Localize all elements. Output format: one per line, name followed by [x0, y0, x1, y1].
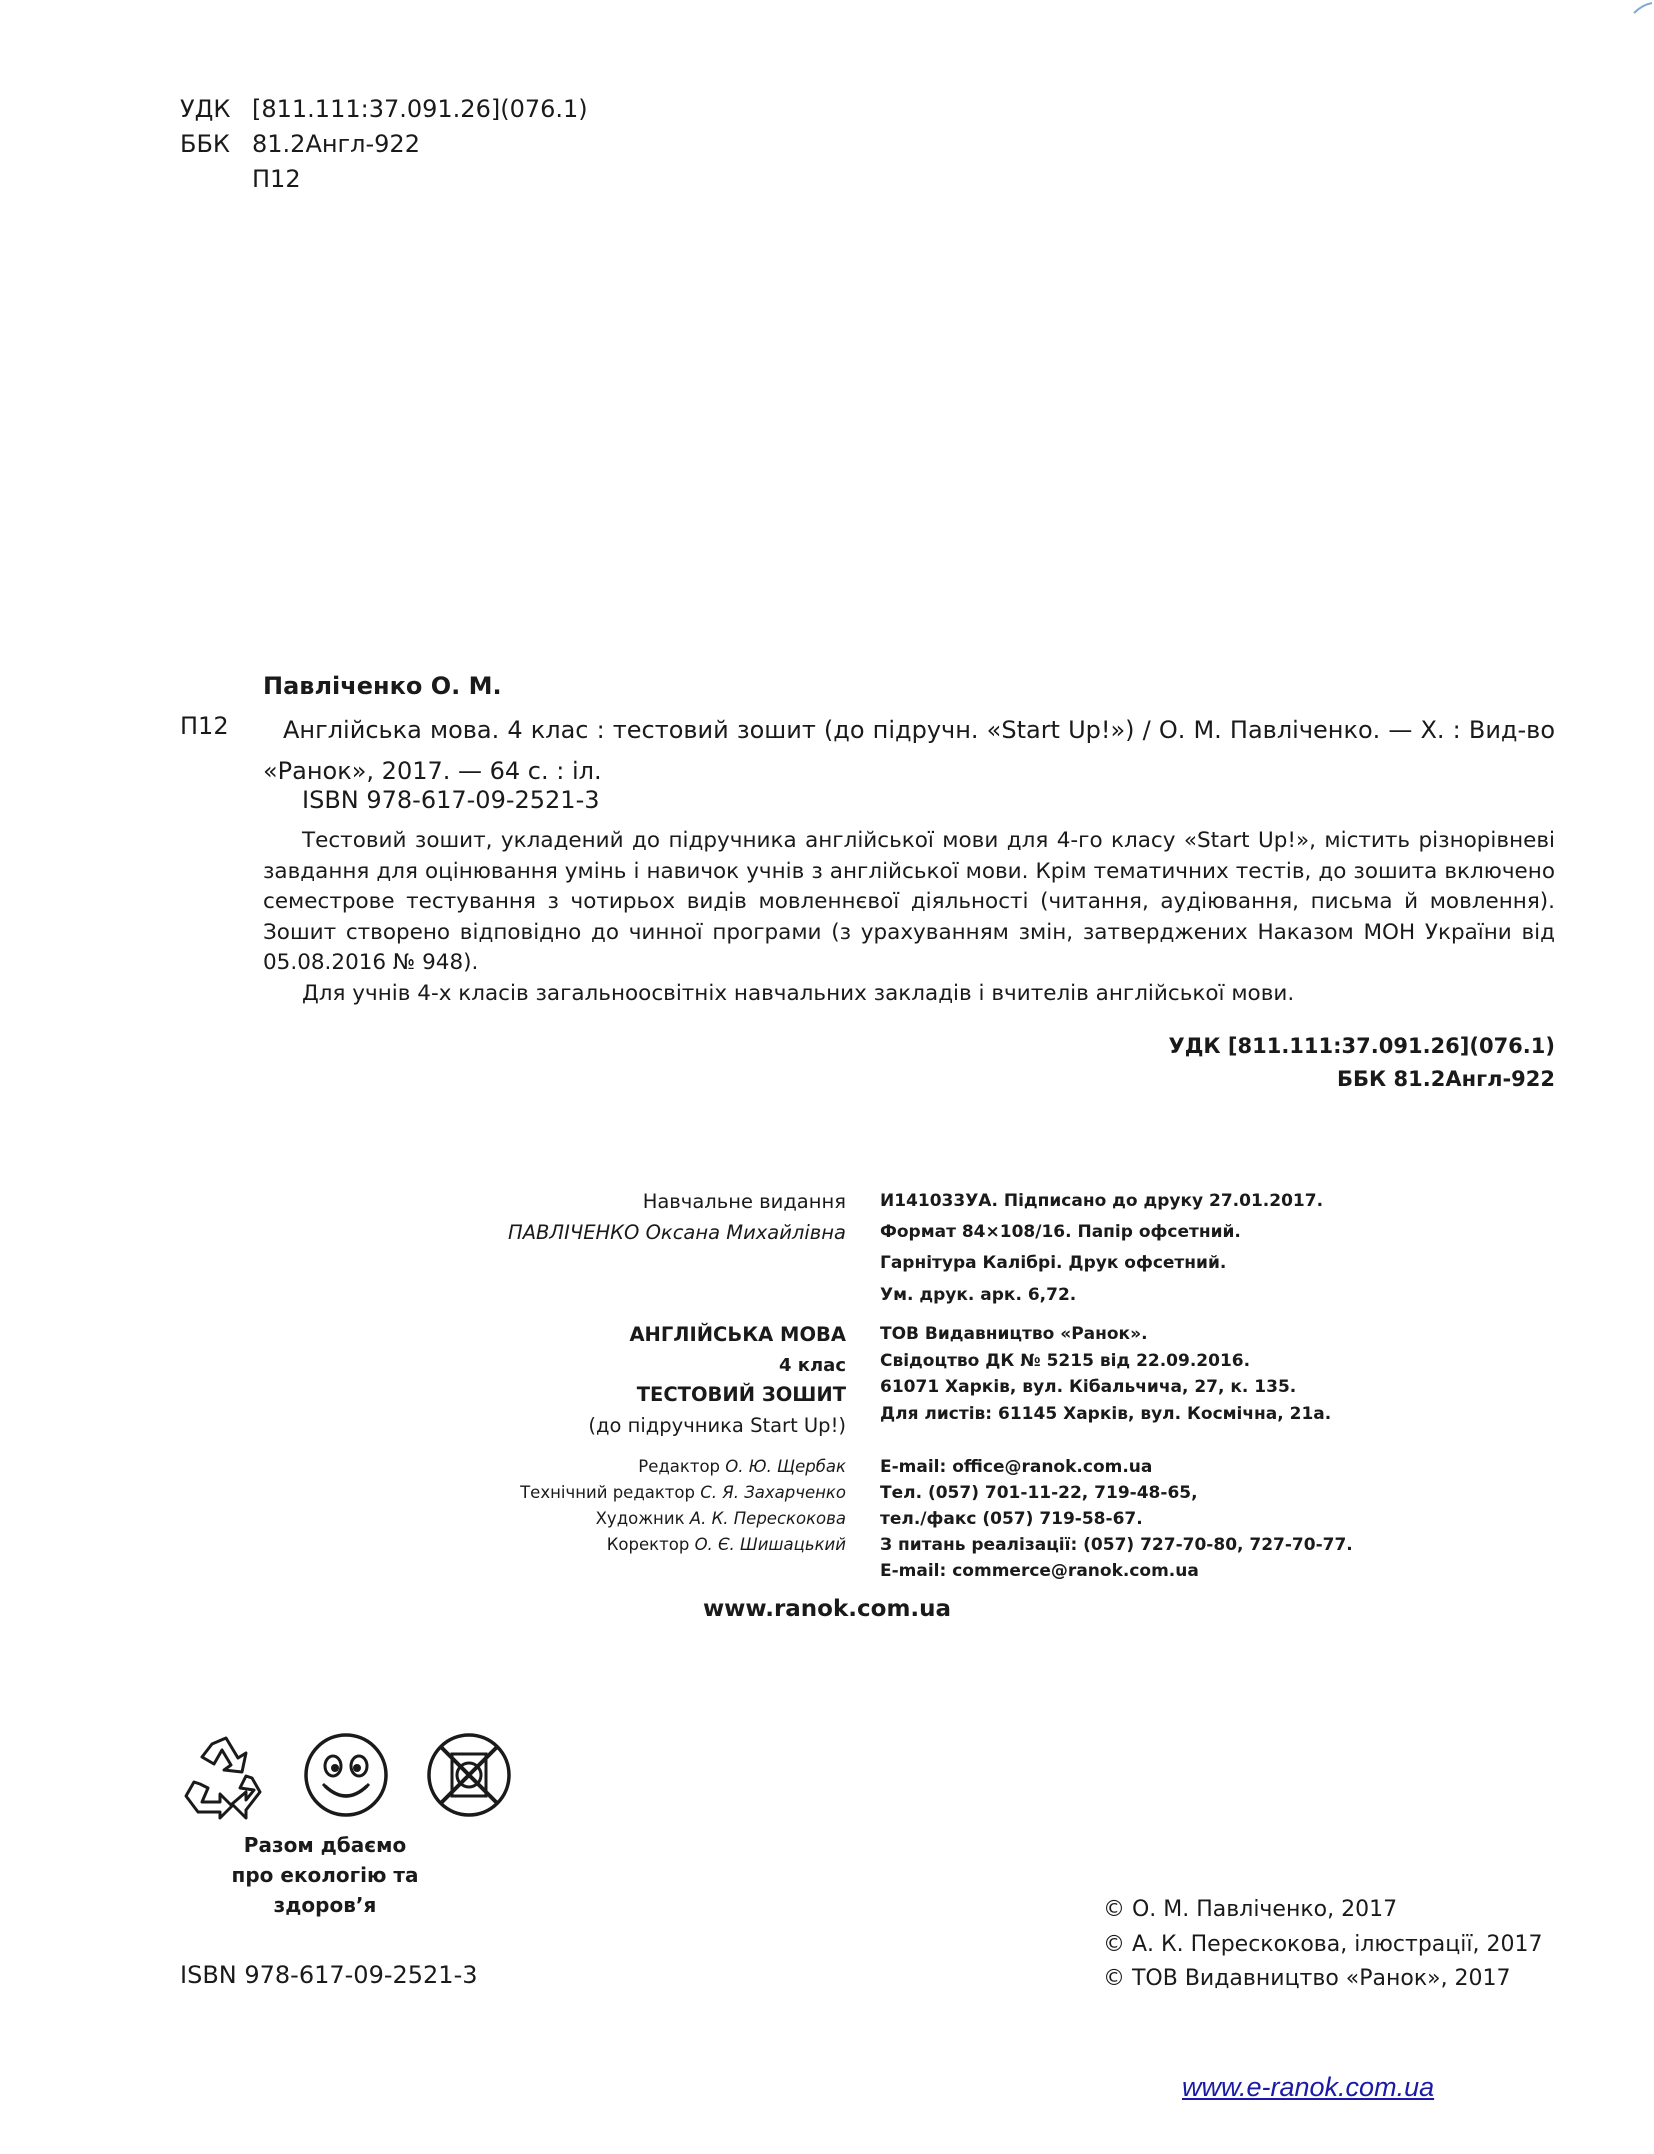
- staff-artist: [596, 1509, 846, 1528]
- staff-role: Художник: [595, 1509, 685, 1528]
- staff-proofreader: [607, 1535, 846, 1554]
- print-info-line: Ум. друк. арк. 6,72.: [880, 1285, 1077, 1305]
- bottom-isbn: ISBN 978-617-09-2521-3: [180, 1961, 478, 1989]
- card-udk: УДК [811.111:37.091.26](076.1): [1168, 1034, 1555, 1058]
- staff-role: Технічний редактор: [520, 1483, 695, 1502]
- bbk-label: ББК: [180, 130, 230, 158]
- book-type: ТЕСТОВИЙ ЗОШИТ: [636, 1383, 846, 1406]
- no-harm-icon: [424, 1730, 514, 1820]
- abstract-text: Тестовий зошит, укладений до підручника англійської мови для 4-го класу «Start Up!», містить різнорівневі завдання для оцінювання умінь і навичок учнів з англійської мови. Крім тематичних тестів, до зошита включено семестрове тестування з чотирьох видів мовленнєвої діяльності (читання, аудіювання, письма й мовлення). Зошит створено відповідно до чинної програми (з урахуванням змін, затверджених Наказом МОН України від 05.08.2016 № 948).: [263, 828, 1555, 975]
- publisher-line: Свідоцтво ДК № 5215 від 22.09.2016.: [880, 1351, 1251, 1371]
- publisher-line: ТОВ Видавництво «Ранок».: [880, 1324, 1148, 1344]
- contact-line: тел./факс (057) 719-58-67.: [880, 1509, 1143, 1529]
- publisher-website: www.ranok.com.ua: [702, 1596, 952, 1622]
- card-code: П12: [180, 712, 229, 740]
- contact-line: E-mail: office@ranok.com.ua: [880, 1457, 1153, 1477]
- bbk-value: 81.2Англ-922: [252, 130, 420, 158]
- card-classification: [1169, 1030, 1555, 1096]
- copyright-line: © А. К. Перескокова, ілюстрації, 2017: [1103, 1931, 1543, 1957]
- card-abstract: [263, 826, 1555, 1009]
- copyright-line: © О. М. Павліченко, 2017: [1103, 1897, 1398, 1922]
- e-ranok-link[interactable]: www.e-ranok.com.ua: [1182, 2072, 1435, 2102]
- book-title: АНГЛІЙСЬКА МОВА: [629, 1323, 846, 1346]
- eco-slogan-line: Разом дбаємо: [243, 1833, 407, 1857]
- staff-name: А. К. Перескокова: [689, 1509, 846, 1528]
- staff-role: Коректор: [606, 1535, 690, 1554]
- top-classification: [180, 92, 588, 197]
- staff-name: О. Ю. Щербак: [725, 1457, 846, 1476]
- book-grade: 4 клас: [778, 1355, 846, 1376]
- eco-slogan: [180, 1830, 470, 1920]
- udk-label: УДК: [180, 95, 231, 123]
- author-full-name: ПАВЛІЧЕНКО Оксана Михайлівна: [508, 1221, 846, 1244]
- print-info-line: Формат 84×108/16. Папір офсетний.: [880, 1222, 1241, 1242]
- card-title-text: Англійська мова. 4 клас : тестовий зошит (до підручн. «Start Up!») / О. М. Павліченко. — Х. : Вид-во «Ранок», 2017. — 64 с. : іл.: [263, 716, 1555, 785]
- staff-role: Редактор: [638, 1457, 721, 1476]
- staff-tech-editor: [520, 1483, 846, 1502]
- contact-line: E-mail: commerce@ranok.com.ua: [880, 1561, 1199, 1581]
- corner-mark-icon: [1632, 0, 1654, 19]
- recycle-icon: [180, 1730, 270, 1820]
- copyright-block: [1103, 1893, 1542, 1997]
- print-info-line: И141033УА. Підписано до друку 27.01.2017.: [880, 1191, 1324, 1211]
- staff-name: О. Є. Шишацький: [694, 1535, 846, 1554]
- copyright-line: © ТОВ Видавництво «Ранок», 2017: [1103, 1966, 1511, 1991]
- card-title: [263, 710, 1555, 792]
- publisher-line: 61071 Харків, вул. Кібальчича, 27, к. 135.: [880, 1377, 1297, 1397]
- staff-editor: [638, 1457, 846, 1476]
- smiley-icon: [301, 1730, 391, 1820]
- audience-text: Для учнів 4-х класів загальноосвітніх навчальних закладів і вчителів англійської мови.: [302, 980, 1295, 1006]
- textbook-ref: (до підручника Start Up!): [588, 1414, 846, 1437]
- author-code: П12: [252, 165, 301, 193]
- udk-value: [811.111:37.091.26](076.1): [252, 95, 588, 123]
- card-bbk: ББК 81.2Англ-922: [1337, 1067, 1555, 1091]
- card-author: Павліченко О. М.: [263, 672, 502, 700]
- print-info-line: Гарнітура Калібрі. Друк офсетний.: [880, 1253, 1227, 1273]
- card-isbn: ISBN 978-617-09-2521-3: [302, 786, 600, 814]
- contact-line: З питань реалізації: (057) 727-70-80, 727-70-77.: [880, 1535, 1353, 1555]
- staff-name: С. Я. Захарченко: [700, 1483, 846, 1502]
- eco-slogan-line: про екологію та здоров’я: [231, 1863, 419, 1917]
- publisher-line: Для листів: 61145 Харків, вул. Космічна, 21а.: [880, 1404, 1332, 1424]
- contact-line: Тел. (057) 701-11-22, 719-48-65,: [880, 1483, 1198, 1503]
- edition-type: Навчальне видання: [642, 1190, 846, 1213]
